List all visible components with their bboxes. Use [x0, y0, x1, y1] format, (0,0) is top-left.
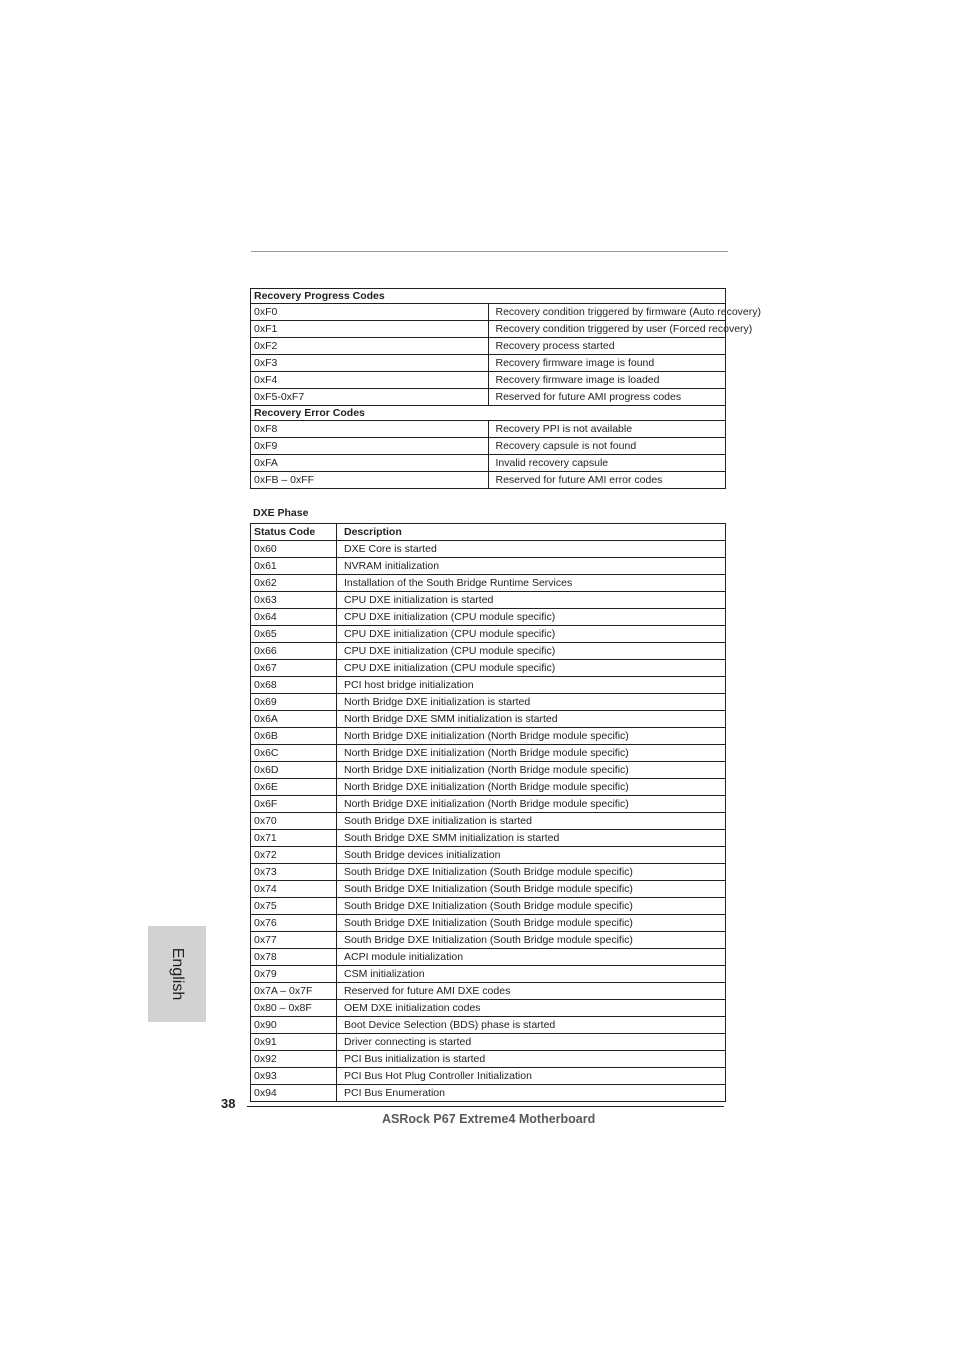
- table-row: [251, 1085, 726, 1102]
- status-code-cell: 0x78: [251, 949, 337, 966]
- status-code-cell: 0x80 – 0x8F: [251, 1000, 337, 1017]
- status-code-cell: 0x67: [251, 660, 337, 677]
- status-code-cell: 0x94: [251, 1085, 337, 1102]
- status-code-cell: 0x6B: [251, 728, 337, 745]
- status-code-cell: 0xF8: [251, 421, 489, 438]
- table-row: [251, 830, 726, 847]
- table-row: [251, 1017, 726, 1034]
- description-cell: CPU DXE initialization is started: [337, 592, 726, 609]
- table-row: [251, 677, 726, 694]
- status-code-cell: 0xF0: [251, 304, 489, 321]
- table-row: [251, 847, 726, 864]
- status-code-cell: 0x74: [251, 881, 337, 898]
- table-row: [251, 592, 726, 609]
- status-code-cell: 0x6A: [251, 711, 337, 728]
- description-cell: CSM initialization: [337, 966, 726, 983]
- status-code-cell: 0xF2: [251, 338, 489, 355]
- description-cell: DXE Core is started: [337, 541, 726, 558]
- table-row: [251, 304, 726, 321]
- table-row: [251, 745, 726, 762]
- description-cell: Reserved for future AMI error codes: [488, 472, 726, 489]
- status-code-cell: 0x62: [251, 575, 337, 592]
- table-row: [251, 421, 726, 438]
- status-code-cell: 0xFA: [251, 455, 489, 472]
- status-code-cell: 0x6C: [251, 745, 337, 762]
- table-row: [251, 694, 726, 711]
- description-cell: North Bridge DXE initialization (North Bridge module specific): [337, 745, 726, 762]
- description-cell: PCI Bus initialization is started: [337, 1051, 726, 1068]
- description-cell: CPU DXE initialization (CPU module specific): [337, 643, 726, 660]
- table-row: [251, 1068, 726, 1085]
- table-row: [251, 864, 726, 881]
- table-row: [251, 541, 726, 558]
- description-cell: Recovery PPI is not available: [488, 421, 726, 438]
- dxe-phase-title: DXE Phase: [253, 507, 309, 519]
- description-cell: PCI Bus Hot Plug Controller Initialization: [337, 1068, 726, 1085]
- status-code-cell: 0x7A – 0x7F: [251, 983, 337, 1000]
- description-cell: Recovery condition triggered by firmware (Auto recovery): [488, 304, 726, 321]
- table-row: [251, 643, 726, 660]
- description-cell: Recovery process started: [488, 338, 726, 355]
- description-cell: PCI host bridge initialization: [337, 677, 726, 694]
- description-cell: South Bridge DXE Initialization (South Bridge module specific): [337, 881, 726, 898]
- description-cell: North Bridge DXE initialization (North Bridge module specific): [337, 796, 726, 813]
- description-cell: North Bridge DXE SMM initialization is started: [337, 711, 726, 728]
- description-cell: South Bridge devices initialization: [337, 847, 726, 864]
- table-row: [251, 321, 726, 338]
- table-row: [251, 1034, 726, 1051]
- description-cell: South Bridge DXE Initialization (South Bridge module specific): [337, 898, 726, 915]
- table-row: [251, 1051, 726, 1068]
- bottom-rule: [247, 1106, 724, 1107]
- page-number: 38: [221, 1096, 236, 1111]
- table-header-row: [251, 524, 726, 541]
- description-cell: NVRAM initialization: [337, 558, 726, 575]
- description-cell: South Bridge DXE Initialization (South Bridge module specific): [337, 864, 726, 881]
- status-code-cell: 0x6E: [251, 779, 337, 796]
- recovery-codes-table: [250, 288, 762, 489]
- top-rule: [251, 251, 728, 252]
- status-code-cell: 0xF1: [251, 321, 489, 338]
- status-code-cell: 0x6F: [251, 796, 337, 813]
- description-cell: Installation of the South Bridge Runtime Services: [337, 575, 726, 592]
- status-code-cell: 0x63: [251, 592, 337, 609]
- table-row: [251, 711, 726, 728]
- description-cell: North Bridge DXE initialization (North Bridge module specific): [337, 762, 726, 779]
- status-code-cell: 0x90: [251, 1017, 337, 1034]
- status-code-cell: 0x77: [251, 932, 337, 949]
- description-cell: Recovery capsule is not found: [488, 438, 726, 455]
- table-row: [251, 728, 726, 745]
- status-code-cell: 0x61: [251, 558, 337, 575]
- description-cell: Reserved for future AMI DXE codes: [337, 983, 726, 1000]
- table-row: [251, 779, 726, 796]
- status-code-cell: 0xF4: [251, 372, 489, 389]
- status-code-cell: 0x91: [251, 1034, 337, 1051]
- table-row: [251, 558, 726, 575]
- description-cell: South Bridge DXE SMM initialization is started: [337, 830, 726, 847]
- table-row: [251, 762, 726, 779]
- status-code-cell: 0x60: [251, 541, 337, 558]
- description-cell: Description: [337, 524, 726, 541]
- status-code-cell: 0x64: [251, 609, 337, 626]
- table-row: [251, 898, 726, 915]
- status-code-cell: 0x6D: [251, 762, 337, 779]
- status-code-cell: 0x92: [251, 1051, 337, 1068]
- status-code-cell: 0x76: [251, 915, 337, 932]
- description-cell: OEM DXE initialization codes: [337, 1000, 726, 1017]
- section-title: Recovery Error Codes: [251, 406, 726, 421]
- table-row: [251, 1000, 726, 1017]
- status-code-cell: 0x71: [251, 830, 337, 847]
- section-header-row: [251, 289, 726, 304]
- table-row: [251, 355, 726, 372]
- language-side-tab: [148, 926, 206, 1022]
- description-cell: CPU DXE initialization (CPU module specific): [337, 660, 726, 677]
- description-cell: South Bridge DXE Initialization (South Bridge module specific): [337, 932, 726, 949]
- description-cell: Reserved for future AMI progress codes: [488, 389, 726, 406]
- table-row: [251, 915, 726, 932]
- table-row: [251, 983, 726, 1000]
- description-cell: South Bridge DXE initialization is started: [337, 813, 726, 830]
- status-code-cell: 0x69: [251, 694, 337, 711]
- table-row: [251, 438, 726, 455]
- status-code-cell: 0xF5-0xF7: [251, 389, 489, 406]
- description-cell: South Bridge DXE Initialization (South Bridge module specific): [337, 915, 726, 932]
- dxe-phase-table: [250, 523, 726, 1102]
- table-row: [251, 372, 726, 389]
- status-code-cell: Status Code: [251, 524, 337, 541]
- table-row: [251, 932, 726, 949]
- table-row: [251, 575, 726, 592]
- status-code-cell: 0x65: [251, 626, 337, 643]
- table-row: [251, 813, 726, 830]
- table-row: [251, 966, 726, 983]
- status-code-cell: 0x73: [251, 864, 337, 881]
- description-cell: North Bridge DXE initialization (North Bridge module specific): [337, 728, 726, 745]
- description-cell: Recovery condition triggered by user (Forced recovery): [488, 321, 726, 338]
- table-row: [251, 626, 726, 643]
- status-code-cell: 0x72: [251, 847, 337, 864]
- description-cell: Recovery firmware image is found: [488, 355, 726, 372]
- status-code-cell: 0x70: [251, 813, 337, 830]
- description-cell: North Bridge DXE initialization (North Bridge module specific): [337, 779, 726, 796]
- status-code-cell: 0x79: [251, 966, 337, 983]
- table-row: [251, 949, 726, 966]
- table-row: [251, 881, 726, 898]
- description-cell: Recovery firmware image is loaded: [488, 372, 726, 389]
- description-cell: North Bridge DXE initialization is started: [337, 694, 726, 711]
- status-code-cell: 0x68: [251, 677, 337, 694]
- table-row: [251, 338, 726, 355]
- section-header-row: [251, 406, 726, 421]
- status-code-cell: 0xFB – 0xFF: [251, 472, 489, 489]
- status-code-cell: 0xF3: [251, 355, 489, 372]
- table-row: [251, 455, 726, 472]
- status-code-cell: 0xF9: [251, 438, 489, 455]
- status-code-cell: 0x93: [251, 1068, 337, 1085]
- footer-title: ASRock P67 Extreme4 Motherboard: [382, 1112, 596, 1126]
- table-row: [251, 472, 726, 489]
- description-cell: Invalid recovery capsule: [488, 455, 726, 472]
- section-title: Recovery Progress Codes: [251, 289, 726, 304]
- description-cell: Driver connecting is started: [337, 1034, 726, 1051]
- description-cell: CPU DXE initialization (CPU module specific): [337, 626, 726, 643]
- table-row: [251, 796, 726, 813]
- description-cell: Boot Device Selection (BDS) phase is started: [337, 1017, 726, 1034]
- table-row: [251, 389, 726, 406]
- description-cell: CPU DXE initialization (CPU module specific): [337, 609, 726, 626]
- language-label: English: [169, 947, 186, 1001]
- table-row: [251, 660, 726, 677]
- status-code-cell: 0x66: [251, 643, 337, 660]
- table-row: [251, 609, 726, 626]
- description-cell: ACPI module initialization: [337, 949, 726, 966]
- status-code-cell: 0x75: [251, 898, 337, 915]
- description-cell: PCI Bus Enumeration: [337, 1085, 726, 1102]
